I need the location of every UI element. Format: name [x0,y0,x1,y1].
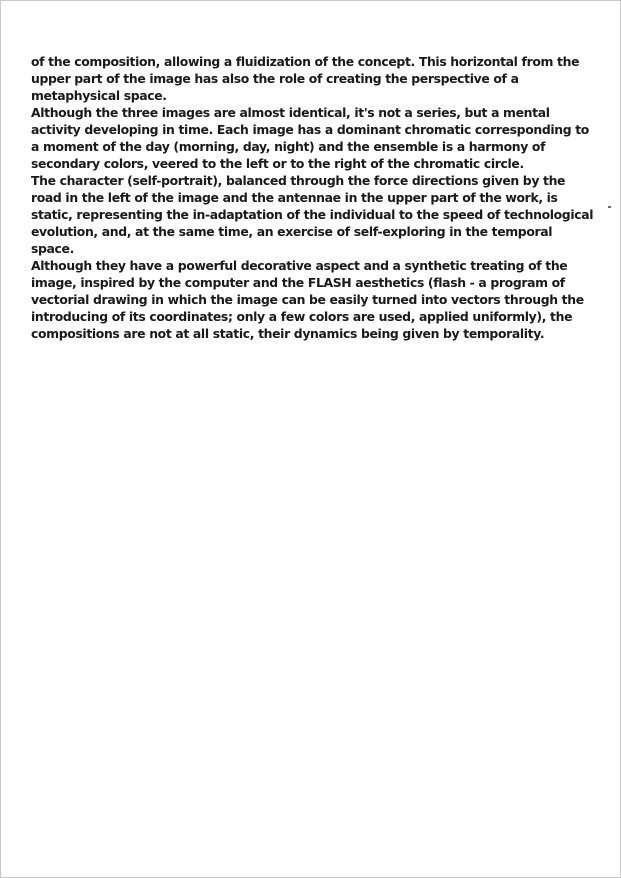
margin-mark [608,206,611,208]
paragraph: Although they have a powerful decorative aspect and a synthetic treating of the image, inspired by the computer and the FLASH aesthetics (flash - a program of vectorial drawing in which the image can be easily turned into vectors through the introducing of its coordinates; only a few colors are used, applied uniformly), the compositions are not at all static, their dynamics being given by temporality. [31,258,584,341]
paragraph: Although the three images are almost identical, it's not a series, but a mental activity developing in time. Each image has a dominant chromatic corresponding to a moment of the day (morning, day, night) and the ensemble is a harmony of secondary colors, veered to the left or to the right of the chromatic circle. [31,105,589,171]
body-text [31,53,596,342]
paragraph: of the composition, allowing a fluidization of the concept. This horizontal from the upper part of the image has also the role of creating the perspective of a metaphysical space. [31,54,580,103]
paragraph: The character (self-portrait), balanced through the force directions given by the road in the left of the image and the antennae in the upper part of the work, is static, representing the in-adaptation of the individual to the speed of technological evolution, and, at the same time, an exercise of self-exploring in the temporal space. [31,173,594,256]
